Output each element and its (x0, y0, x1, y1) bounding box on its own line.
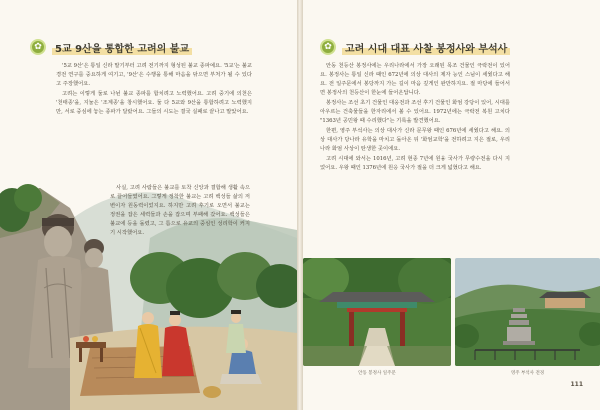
paragraph: 한편, 영주 부석사는 의상 대사가 신라 문무왕 때인 676년에 세웠다고 해요. 의상 대사가 당나라 유학을 마치고 돌아온 뒤 '화엄교학'을 전하려고 지은 절로, 우리나라 화엄 사상이 탄생한 곳이에요. (320, 128, 510, 152)
photo-caption: 영주 부석사 전경 (510, 371, 545, 376)
right-page (303, 0, 600, 410)
section-heading-right (320, 38, 510, 56)
paragraph: 사실, 고려 사람들은 불교를 토착 신앙과 결합해 생활 속으로 끌어들였어요. 그렇게 정착한 불교는 고려 백성들 삶의 저변이자 원동력이었지요. 하지만 고려 후기로 오면서 불교는 정권을 잡은 세력들과 손을 잡으며 부패해 갔어요. 백성들은 불교에 등을 돌렸고, 그 틈으로 유교의 중심인 성리학이 커지기 시작했어요. (110, 185, 250, 236)
right-body-text (320, 62, 510, 174)
left-body-text (56, 62, 252, 118)
section-title-right: 고려 시대 대표 사찰 봉정사와 부석사 (342, 40, 510, 55)
paragraph: 고려는 이렇게 둘로 나뉜 불교 종파를 합치려고 노력했어요. 고려 중기에 의천은 '천태종'을, 지눌은 '조계종'을 창시했어요. 둘 다 5교와 9산을 통합하려고 노력했지만, 서로 중심에 놓는 종파가 달랐어요. 그들의 시도는 결국 실패로 끝나고 말았어요. (56, 91, 252, 115)
paragraph: '5교 9산'은 통일 신라 말기부터 고려 전기까지 형성된 불교 종파예요. '5교'는 불교 경전 연구를 중요하게 여기고, '9산'은 수행을 통해 마음을 닦으면 부처가 될 수 있다고 주장했어요. (56, 63, 252, 87)
photo-caption: 안동 봉정사 일주문 (358, 371, 396, 376)
left-body-text-narrow (110, 184, 250, 239)
photo-buseoksa-view (455, 258, 600, 366)
section-heading-left (30, 38, 192, 56)
photo-bongjeongsa-gate (303, 258, 451, 366)
paragraph: 고려 시대에 와서는 1016년, 고려 현종 7년에 원융 국사가 무량수전을 다시 지었어요. 우왕 때인 1376년에 원응 국사가 절을 더 크게 넓혔다고 해요. (320, 156, 510, 171)
flower-icon: ✿ (30, 39, 46, 55)
paragraph: 안동 천등산 봉정사에는 우리나라에서 가장 오래된 목조 건물인 극락전이 있어요. 봉정사는 통일 신라 때인 672년에 의상 대사의 제자 능인 스님이 세웠다고 해요. 전 일주문에서 봉당까지 가는 길이 마음 깊게인 완만하지요. 절 마당에 들어서면 봉정사의 천등산이 한눈에 들어온답니다. (320, 63, 510, 96)
paragraph: 봉정사는 조선 초기 건물인 대웅전과 조선 후기 건물인 화엄 강당이 있어, 시대를 아우르는 건축물들을 한자리에서 볼 수 있어요. 1972년에는 극락전 복원 고치다 "1363년 공민왕 때 수리했다"는 기록을 발견했어요. (320, 100, 510, 124)
flower-icon: ✿ (320, 39, 336, 55)
left-page (0, 0, 297, 410)
section-title-left: 5교 9산을 통합한 고려의 불교 (52, 40, 192, 55)
page-number: 111 (570, 381, 583, 388)
